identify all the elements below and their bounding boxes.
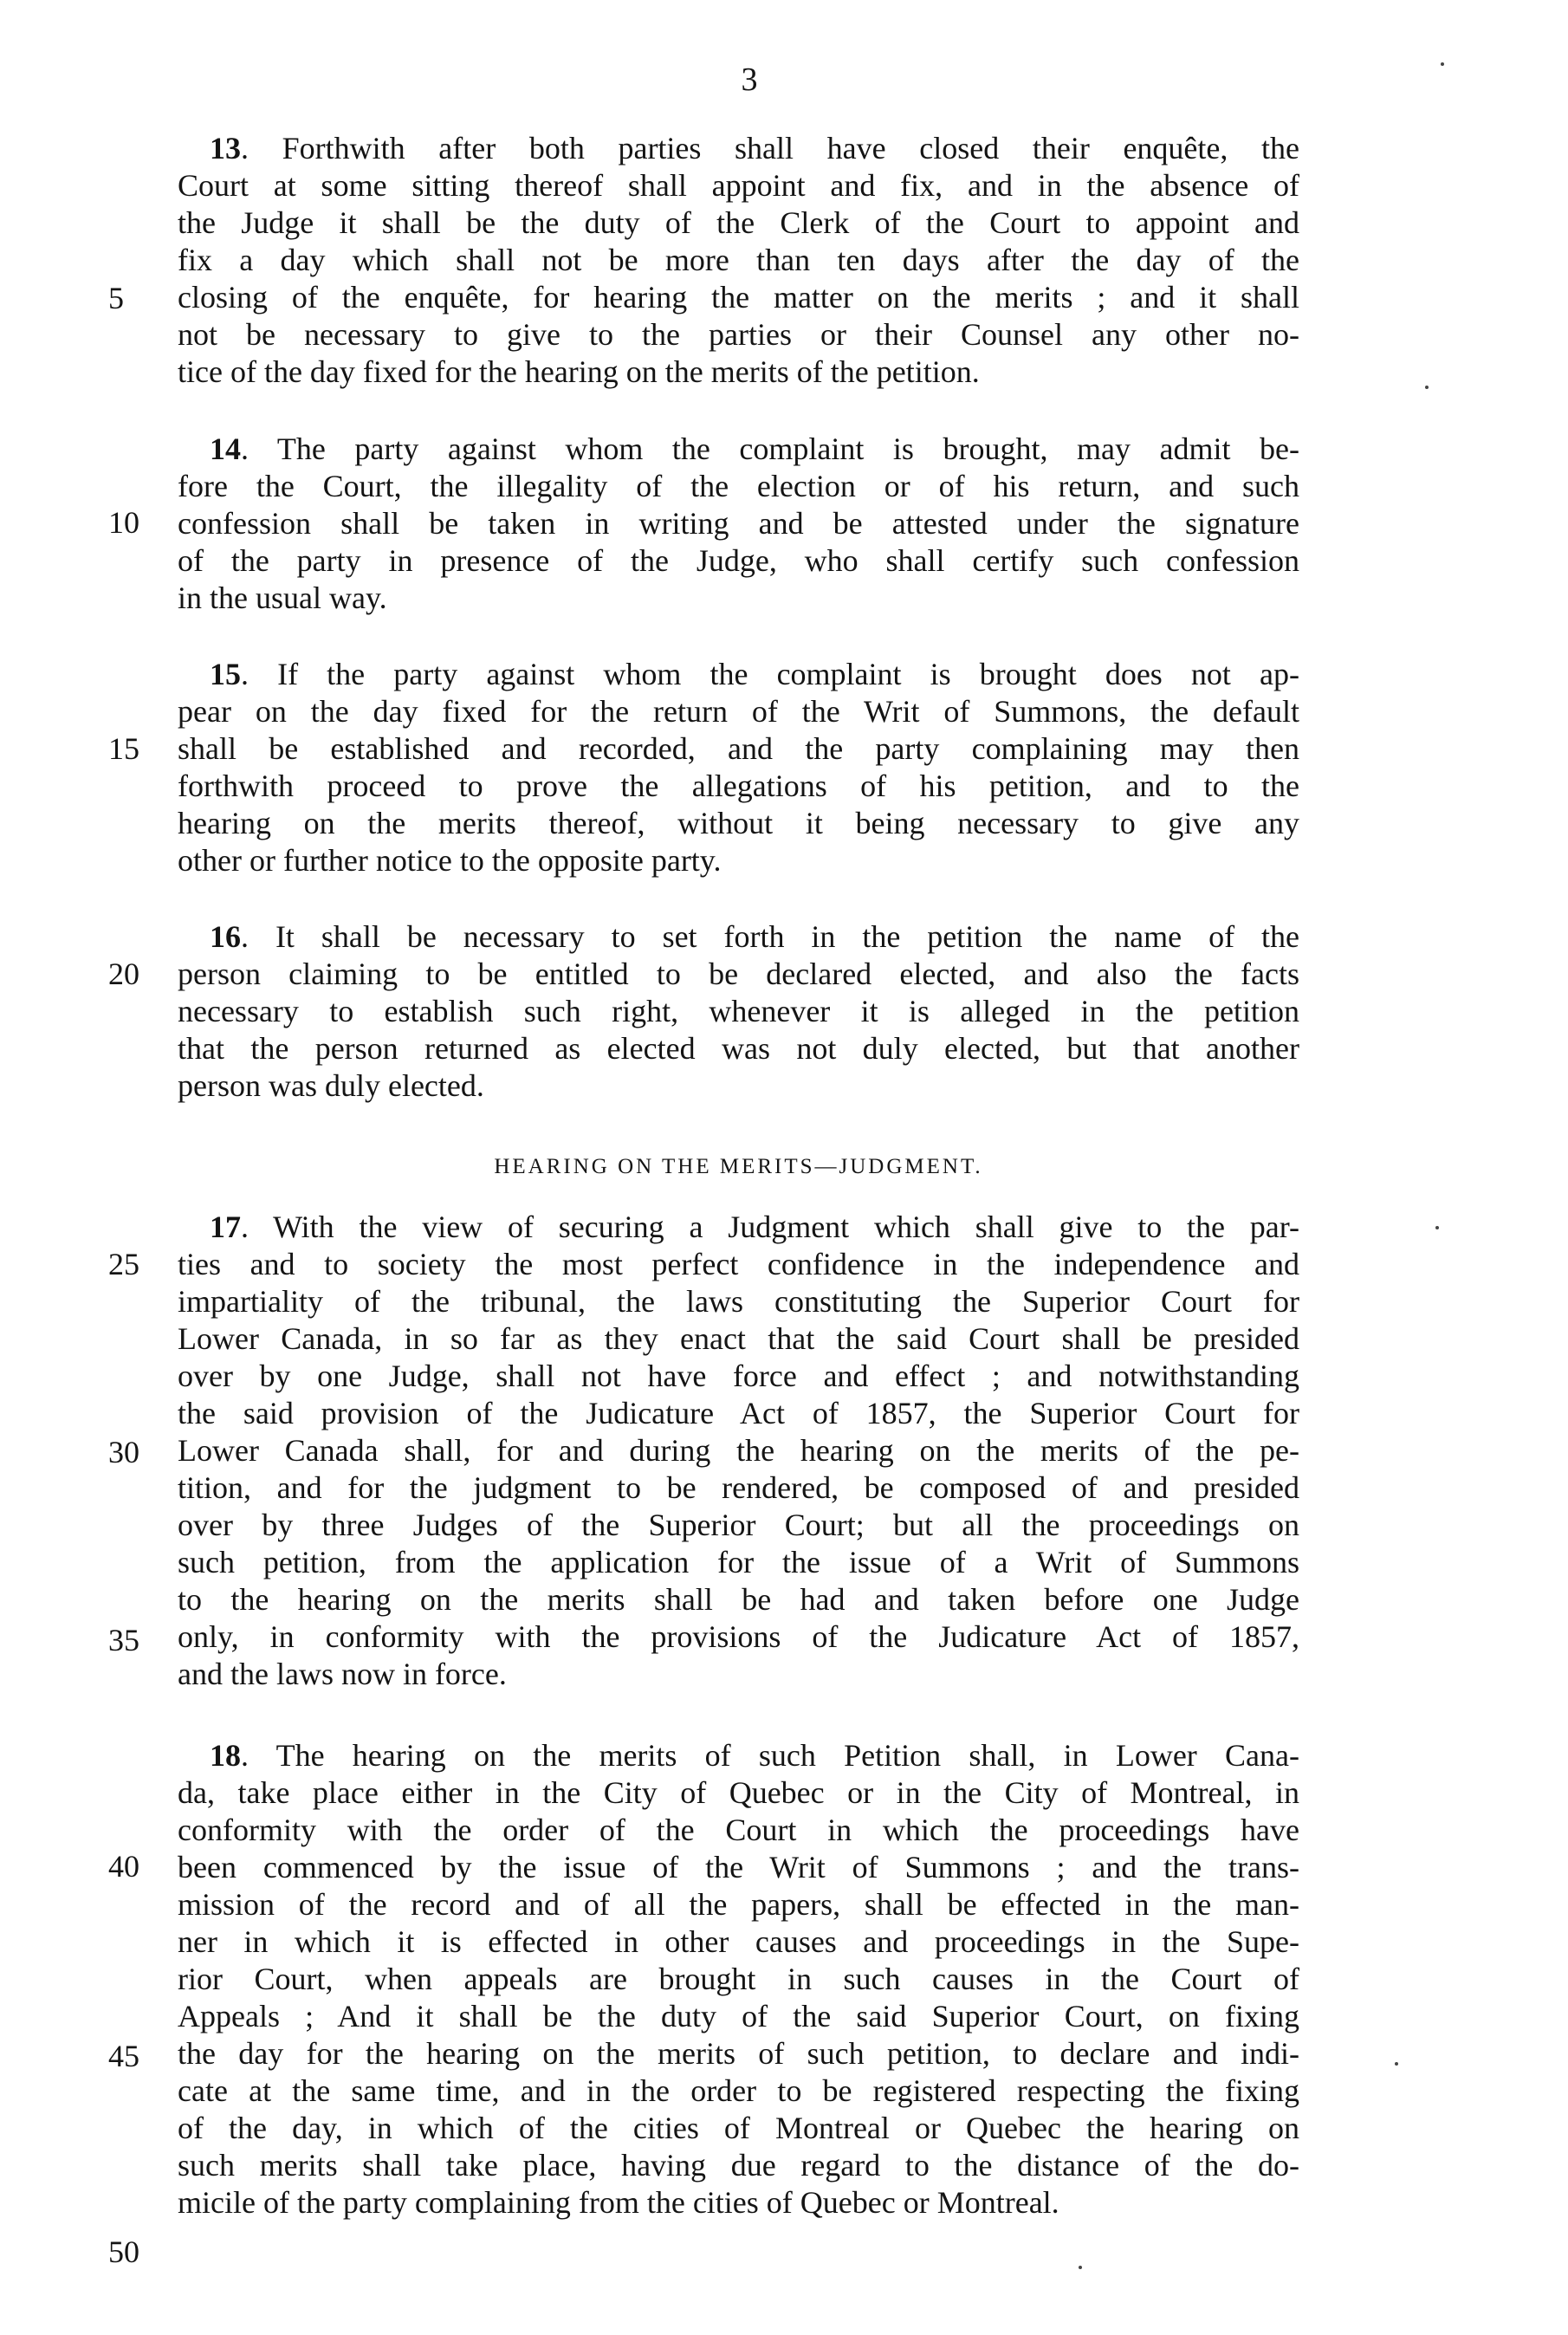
line-number: 5: [108, 281, 124, 315]
line-number: 30: [108, 1435, 139, 1469]
paragraph-line: and the laws now in force.: [178, 1657, 507, 1691]
paragraph-line: closing of the enquête, for hearing the matter on the merits ; and it shall: [178, 280, 1299, 315]
paragraph-line: Court at some sitting thereof shall appoint and fix, and in the absence of: [178, 168, 1299, 203]
paragraph-line: of the party in presence of the Judge, who shall certify such confession: [178, 543, 1299, 578]
paragraph-line: Lower Canada, in so far as they enact that the said Court shall be presided: [178, 1321, 1299, 1356]
paragraph-line: 15. If the party against whom the complaint is brought does not ap-: [210, 657, 1299, 691]
section-15: [178, 656, 1299, 879]
paragraph-line: mission of the record and of all the papers, shall be effected in the man-: [178, 1887, 1299, 1922]
section-number: 14: [210, 431, 241, 466]
paragraph-line: da, take place either in the City of Quebec or in the City of Montreal, in: [178, 1775, 1299, 1810]
line-number: 20: [108, 957, 139, 991]
paragraph-line: in the usual way.: [178, 581, 387, 615]
margin-line-numbers: [108, 0, 152, 2335]
section-number: 15: [210, 657, 241, 691]
section-17: [178, 1209, 1299, 1693]
paragraph-line: cate at the same time, and in the order to be registered respecting the fixing: [178, 2073, 1299, 2108]
paragraph-line: tice of the day fixed for the hearing on the merits of the petition.: [178, 354, 980, 389]
paragraph-line: micile of the party complaining from the cities of Quebec or Montreal.: [178, 2185, 1059, 2220]
scan-speck: [1425, 386, 1429, 389]
paragraph-line: tition, and for the judgment to be rendered, be composed of and presided: [178, 1470, 1299, 1505]
paragraph-line: not be necessary to give to the parties or their Counsel any other no-: [178, 317, 1299, 352]
paragraph-line: shall be established and recorded, and the party complaining may then: [178, 731, 1299, 766]
paragraph-line: conformity with the order of the Court in which the proceedings have: [178, 1813, 1299, 1847]
paragraph-line: 14. The party against whom the complaint is brought, may admit be-: [210, 431, 1299, 466]
line-number: 25: [108, 1247, 139, 1281]
scan-speck: [1079, 2266, 1082, 2269]
paragraph-line: only, in conformity with the provisions of the Judicature Act of 1857,: [178, 1619, 1299, 1654]
scan-speck: [1395, 2062, 1398, 2066]
paragraph-line: fore the Court, the illegality of the election or of his return, and such: [178, 469, 1299, 503]
paragraph-line: 13. Forthwith after both parties shall have closed their enquête, the: [210, 131, 1299, 165]
paragraph-line: confession shall be taken in writing and be attested under the signature: [178, 506, 1299, 541]
scan-speck: [1441, 62, 1444, 66]
section-heading: HEARING ON THE MERITS—JUDGMENT.: [494, 1155, 983, 1178]
page-number: 3: [741, 62, 758, 98]
line-number: 15: [108, 731, 139, 766]
paragraph-line: necessary to establish such right, whenever it is alleged in the petition: [178, 994, 1299, 1028]
line-number: 10: [108, 505, 139, 540]
paragraph-line: such merits shall take place, having due regard to the distance of the do-: [178, 2148, 1299, 2183]
paragraph-line: rior Court, when appeals are brought in such causes in the Court of: [178, 1962, 1299, 1996]
section-number: 13: [210, 131, 241, 165]
paragraph-line: ner in which it is effected in other causes and proceedings in the Supe-: [178, 1924, 1299, 1959]
paragraph-line: hearing on the merits thereof, without it being necessary to give any: [178, 806, 1299, 840]
section-14: [178, 431, 1299, 617]
paragraph-line: pear on the day fixed for the return of the Writ of Summons, the default: [178, 694, 1299, 729]
paragraph-line: impartiality of the tribunal, the laws constituting the Superior Court for: [178, 1284, 1299, 1319]
paragraph-line: Lower Canada shall, for and during the hearing on the merits of the pe-: [178, 1433, 1299, 1468]
line-number: 35: [108, 1623, 139, 1657]
section-13: [178, 130, 1299, 391]
paragraph-line: such petition, from the application for the issue of a Writ of Summons: [178, 1545, 1299, 1579]
paragraph-line: over by one Judge, shall not have force and effect ; and notwithstanding: [178, 1359, 1299, 1393]
section-number: 18: [210, 1738, 241, 1773]
paragraph-line: other or further notice to the opposite party.: [178, 843, 722, 878]
paragraph-line: ties and to society the most perfect confidence in the independence and: [178, 1247, 1299, 1281]
paragraph-line: person was duly elected.: [178, 1068, 484, 1103]
section-18: [178, 1737, 1299, 2221]
paragraph-line: of the day, in which of the cities of Montreal or Quebec the hearing on: [178, 2111, 1299, 2145]
line-number: 40: [108, 1849, 139, 1884]
section-16: [178, 918, 1299, 1105]
paragraph-line: the said provision of the Judicature Act of 1857, the Superior Court for: [178, 1396, 1299, 1430]
paragraph-line: 18. The hearing on the merits of such Petition shall, in Lower Cana-: [210, 1738, 1299, 1773]
line-number: 45: [108, 2039, 139, 2073]
paragraph-line: the day for the hearing on the merits of such petition, to declare and indi-: [178, 2036, 1299, 2071]
paragraph-line: that the person returned as elected was not duly elected, but that another: [178, 1031, 1299, 1066]
paragraph-line: Appeals ; And it shall be the duty of the said Superior Court, on fixing: [178, 1999, 1299, 2033]
paragraph-line: fix a day which shall not be more than ten days after the day of the: [178, 243, 1299, 277]
section-number: 17: [210, 1210, 241, 1244]
paragraph-line: 17. With the view of securing a Judgment which shall give to the par-: [210, 1210, 1299, 1244]
paragraph-line: the Judge it shall be the duty of the Clerk of the Court to appoint and: [178, 205, 1299, 240]
paragraph-line: over by three Judges of the Superior Court; but all the proceedings on: [178, 1508, 1299, 1542]
paragraph-line: to the hearing on the merits shall be had and taken before one Judge: [178, 1582, 1299, 1617]
section-number: 16: [210, 919, 241, 954]
line-number: 50: [108, 2234, 139, 2269]
scan-speck: [1435, 1226, 1439, 1229]
paragraph-line: forthwith proceed to prove the allegations of his petition, and to the: [178, 769, 1299, 803]
paragraph-line: 16. It shall be necessary to set forth in the petition the name of the: [210, 919, 1299, 954]
paragraph-line: been commenced by the issue of the Writ of Summons ; and the trans-: [178, 1850, 1299, 1884]
paragraph-line: person claiming to be entitled to be declared elected, and also the facts: [178, 957, 1299, 991]
